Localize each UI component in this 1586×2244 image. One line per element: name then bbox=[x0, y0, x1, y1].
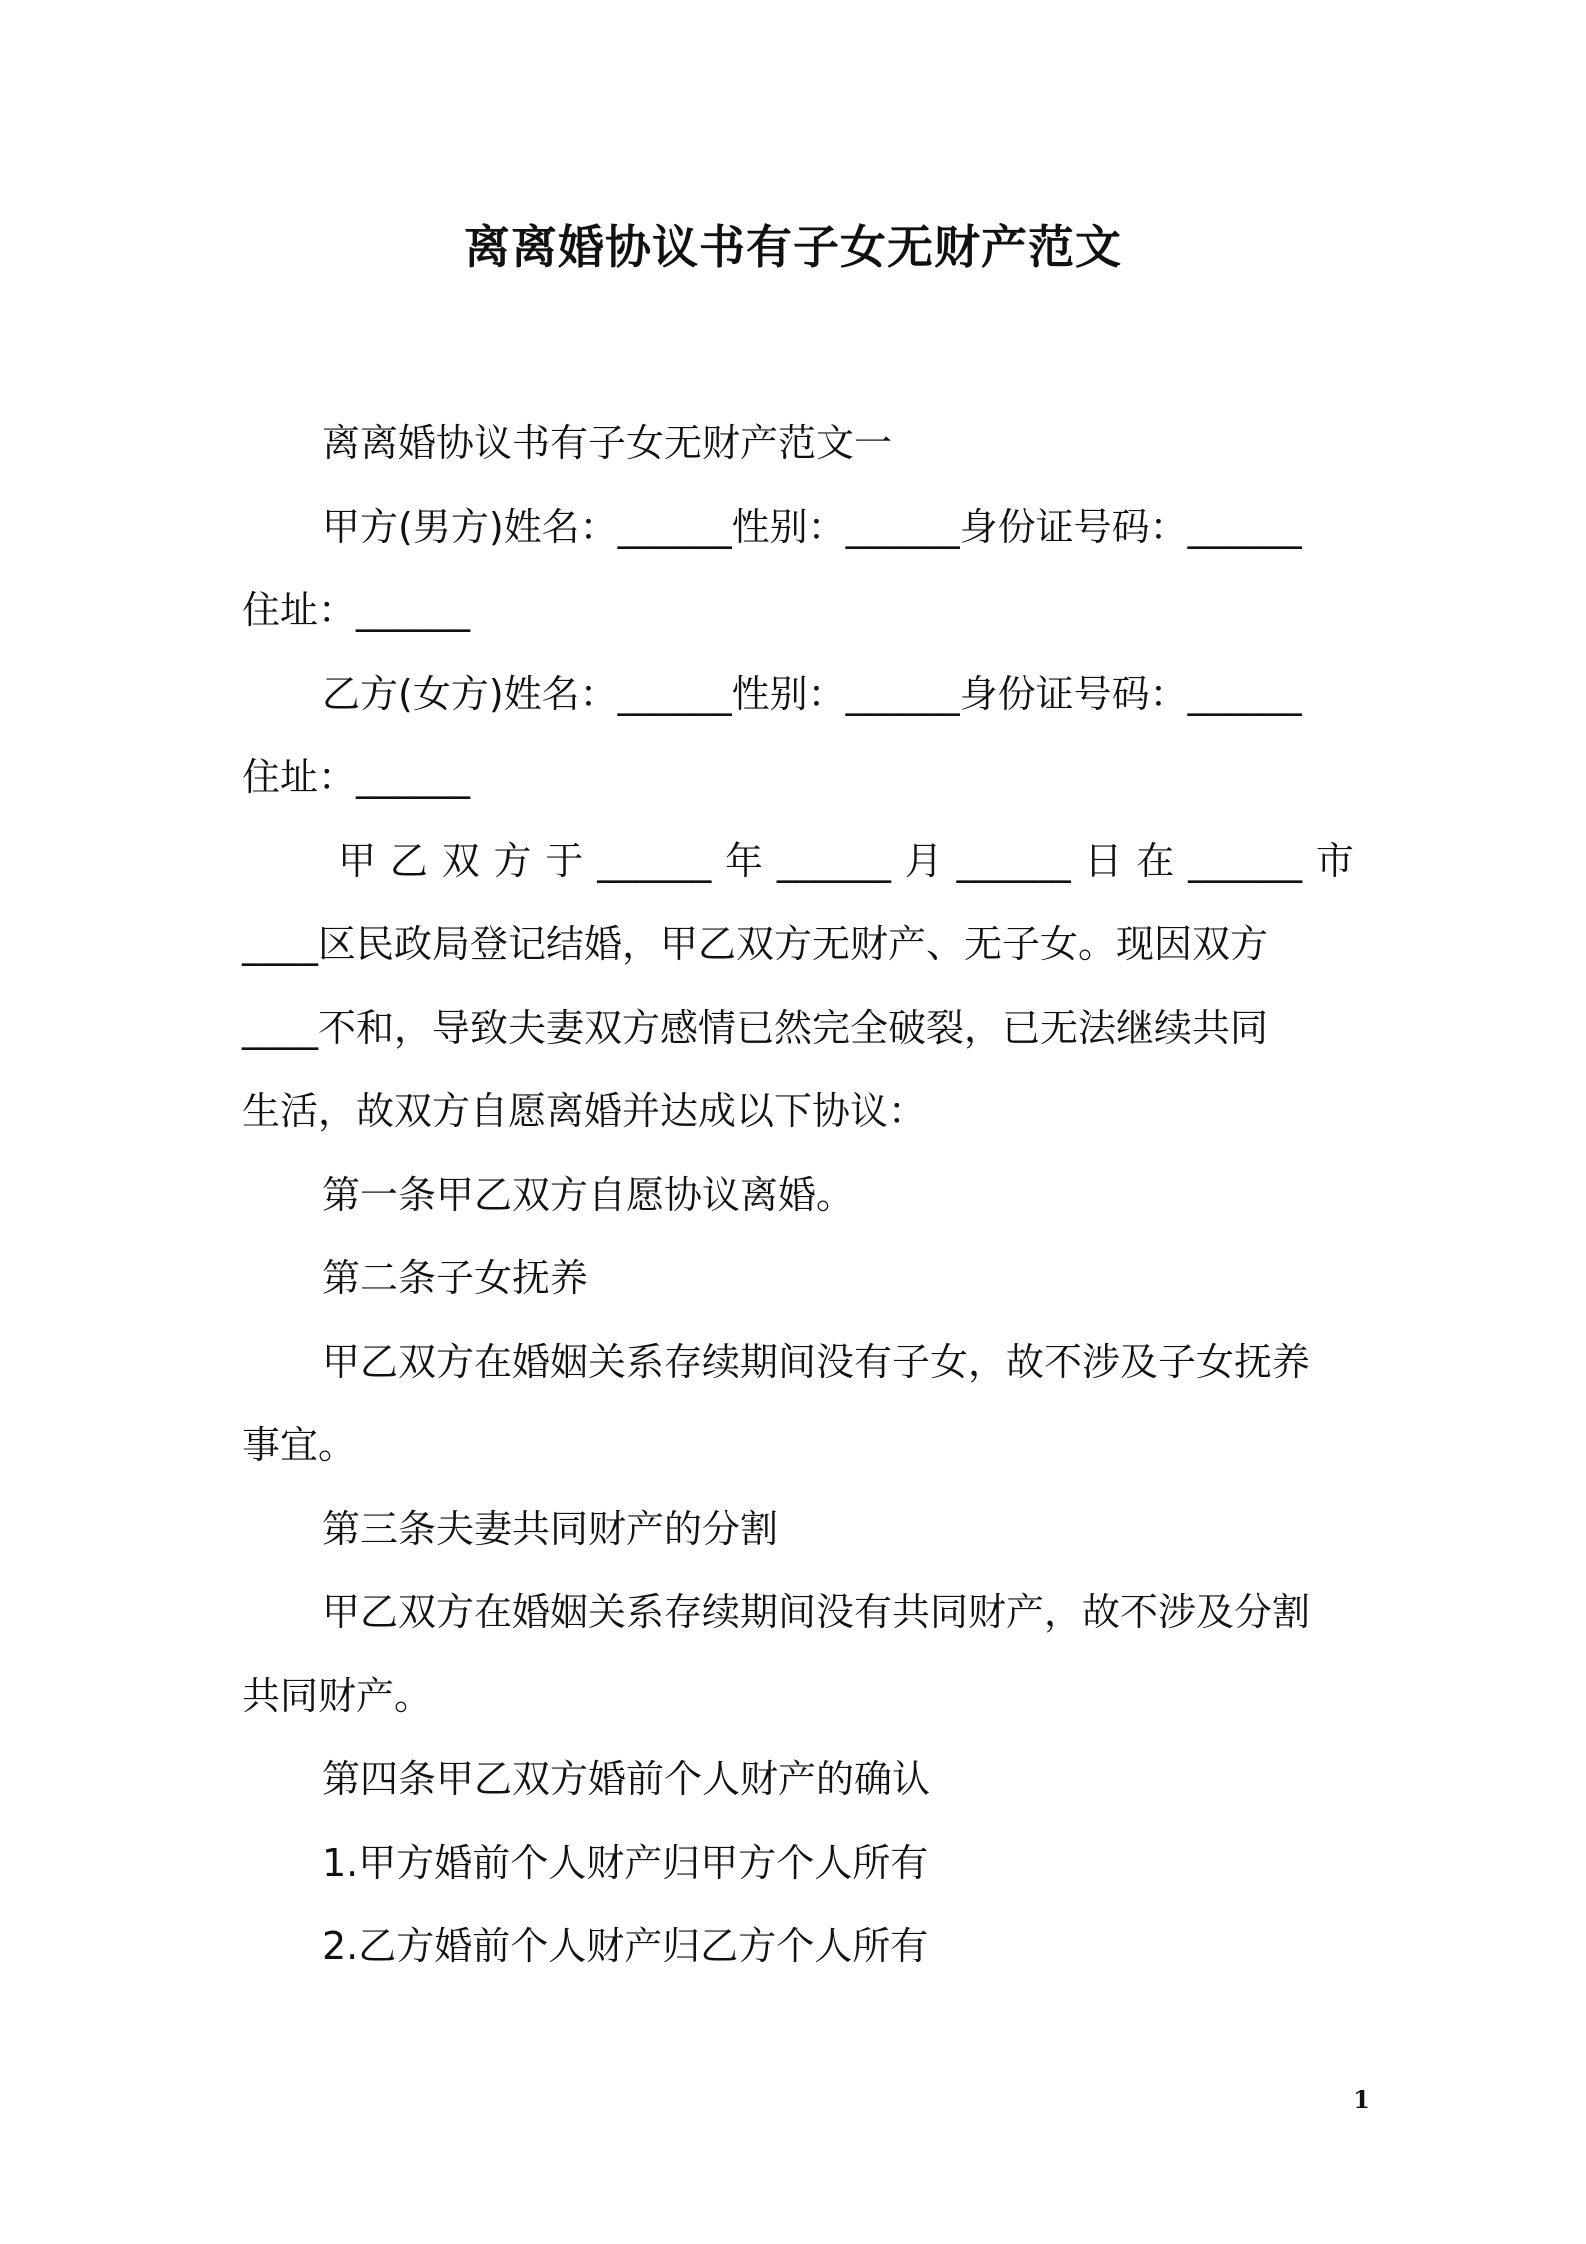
joint-property-continuation: 共同财产。 bbox=[242, 1673, 433, 1718]
marriage-line-token: 方 bbox=[493, 838, 532, 883]
party-a-details-line: 甲方(男方)姓名：______性别：______身份证号码：______ bbox=[322, 504, 1302, 549]
article-three-heading: 第三条夫妻共同财产的分割 bbox=[322, 1506, 779, 1551]
child-custody-continuation: 事宜。 bbox=[242, 1423, 357, 1467]
joint-property-line: 甲乙双方在婚姻关系存续期间没有共同财产，故不涉及分割 bbox=[322, 1590, 1311, 1634]
marriage-line-token: 在 bbox=[1136, 838, 1175, 883]
marriage-line-blank: ______ bbox=[956, 838, 1071, 883]
party-a-property-line: 1.甲方婚前个人财产归甲方个人所有 bbox=[322, 1840, 929, 1885]
marriage-line-token: 日 bbox=[1084, 838, 1123, 883]
marriage-line-token: 甲 bbox=[338, 838, 377, 883]
subtitle-line: 离离婚协议书有子女无财产范文一 bbox=[322, 421, 893, 465]
marriage-line-token: 年 bbox=[725, 838, 764, 883]
relationship-breakdown-line: ____不和，导致夫妻双方感情已然完全破裂，已无法继续共同 bbox=[242, 1005, 1269, 1050]
marriage-line-token: 于 bbox=[545, 838, 584, 883]
party-a-address-line: 住址：______ bbox=[242, 588, 471, 632]
agreement-intro-line: 生活，故双方自愿离婚并达成以下协议： bbox=[242, 1089, 927, 1133]
document-body bbox=[242, 402, 1354, 1989]
marriage-line-token: 乙 bbox=[389, 838, 428, 883]
marriage-line-blank: ______ bbox=[1188, 838, 1303, 883]
marriage-line-token: 双 bbox=[441, 838, 480, 883]
marriage-line-blank: ______ bbox=[776, 838, 891, 883]
party-b-address-line: 住址：______ bbox=[242, 755, 471, 799]
document-title: 离离婚协议书有子女无财产范文 bbox=[464, 220, 1122, 274]
party-b-property-line: 2.乙方婚前个人财产归乙方个人所有 bbox=[322, 1924, 929, 1968]
marriage-date-line bbox=[242, 820, 1354, 904]
child-custody-line: 甲乙双方在婚姻关系存续期间没有子女，故不涉及子女抚养 bbox=[322, 1339, 1311, 1384]
marriage-line-token: 月 bbox=[904, 838, 943, 883]
article-four-heading: 第四条甲乙双方婚前个人财产的确认 bbox=[322, 1757, 931, 1801]
article-one-line: 第一条甲乙双方自愿协议离婚。 bbox=[322, 1172, 855, 1217]
page-number: 1 bbox=[1353, 2085, 1370, 2114]
article-two-heading: 第二条子女抚养 bbox=[322, 1256, 589, 1300]
marriage-registration-line: ____区民政局登记结婚，甲乙双方无财产、无子女。现因双方 bbox=[242, 922, 1269, 966]
marriage-line-blank: ______ bbox=[597, 838, 712, 883]
party-b-details-line: 乙方(女方)姓名：______性别：______身份证号码：______ bbox=[322, 671, 1302, 716]
marriage-line-token: 市 bbox=[1315, 838, 1354, 883]
